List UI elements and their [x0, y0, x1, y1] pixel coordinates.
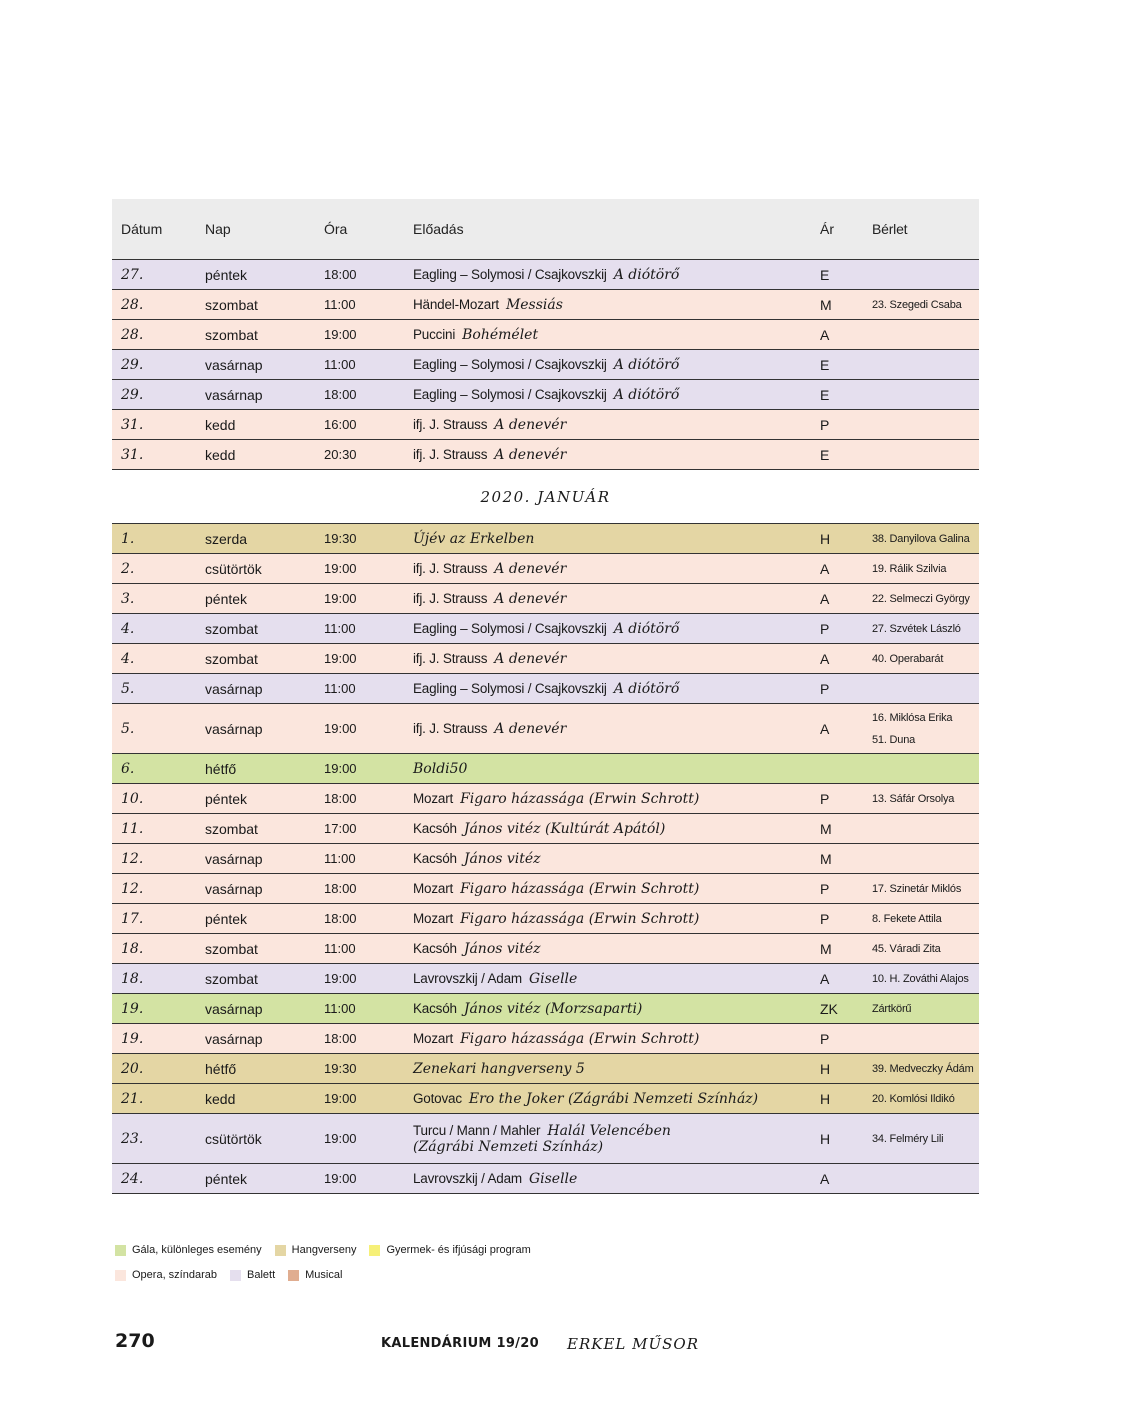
table-row	[112, 844, 979, 874]
show-title: A denevér	[494, 447, 567, 463]
composer-name: ifj. J. Strauss	[413, 417, 488, 432]
show-title: János vitéz (Morzsaparti)	[463, 1001, 643, 1017]
legend-label: Musical	[305, 1269, 343, 1281]
date-cell: 12.	[121, 880, 144, 897]
show-title: A diótörő	[613, 621, 680, 637]
show-cell	[413, 680, 820, 697]
date-cell: 31.	[121, 446, 144, 463]
subscription-entry: 23. Szegedi Csaba	[872, 298, 962, 311]
subscription-cell	[857, 998, 979, 1020]
show-title: A diótörő	[613, 681, 680, 697]
date-cell: 19.	[121, 1030, 144, 1047]
date-cell: 21.	[121, 1090, 144, 1107]
time-cell: 18:00	[324, 267, 357, 282]
show-cell	[413, 820, 820, 837]
composer-name: Eagling – Solymosi / Csajkovszkij	[413, 681, 607, 696]
date-cell: 18.	[121, 970, 144, 987]
show-cell	[413, 1122, 820, 1155]
show-cell	[413, 416, 820, 433]
show-title: Boldi50	[413, 761, 468, 777]
time-cell: 11:00	[324, 851, 356, 866]
time-cell: 19:00	[324, 1171, 357, 1186]
show-cell	[413, 590, 820, 607]
show-cell	[413, 356, 820, 373]
subscription-cell	[857, 648, 979, 670]
subscription-entry: 19. Rálik Szilvia	[872, 562, 947, 575]
legend-label: Hangverseny	[291, 1244, 357, 1256]
price-cell: M	[820, 820, 832, 837]
header-show: Előadás	[413, 221, 464, 237]
subscription-cell	[857, 528, 979, 550]
day-cell: csütörtök	[205, 560, 262, 577]
composer-name: Lavrovszkij / Adam	[413, 1171, 522, 1186]
table-header	[112, 199, 979, 259]
price-cell: ZK	[820, 1000, 838, 1017]
legend-item	[230, 1269, 275, 1281]
subscription-entry: 13. Sáfár Orsolya	[872, 792, 955, 805]
price-cell: E	[820, 266, 830, 283]
subscription-entry: 16. Miklósa Erika	[872, 711, 953, 724]
month-heading: 2020. JANUÁR	[480, 487, 611, 506]
price-cell: P	[820, 416, 830, 433]
price-cell: A	[820, 326, 830, 343]
table-row	[112, 1114, 979, 1164]
subscription-entry: 38. Danyilova Galina	[872, 532, 970, 545]
subscription-cell	[857, 1058, 979, 1080]
date-cell: 29.	[121, 386, 144, 403]
date-cell: 23.	[121, 1130, 144, 1147]
date-cell: 18.	[121, 940, 144, 957]
date-cell: 2.	[121, 560, 135, 577]
subscription-cell	[857, 788, 979, 810]
table-row	[112, 523, 979, 554]
subscription-entry: 8. Fekete Attila	[872, 912, 942, 925]
subscription-entry: 20. Komlósi Ildikó	[872, 1092, 955, 1105]
show-title: Giselle	[528, 971, 578, 987]
price-cell: P	[820, 790, 830, 807]
show-title: Giselle	[528, 1171, 578, 1187]
show-title: A diótörő	[613, 267, 680, 283]
day-cell: vasárnap	[205, 880, 263, 897]
show-cell	[413, 1090, 820, 1107]
price-cell: H	[820, 530, 831, 547]
time-cell: 16:00	[324, 417, 357, 432]
table-row	[112, 874, 979, 904]
show-cell	[413, 970, 820, 987]
day-cell: kedd	[205, 1090, 236, 1107]
time-cell: 19:00	[324, 561, 357, 576]
show-title: János vitéz	[463, 941, 541, 957]
show-cell	[413, 910, 820, 927]
table-row	[112, 554, 979, 584]
show-title-continued: (Zágrábi Nemzeti Színház)	[413, 1139, 604, 1155]
show-cell	[413, 1000, 820, 1017]
composer-name: Eagling – Solymosi / Csajkovszkij	[413, 267, 607, 282]
legend-swatch	[288, 1270, 299, 1281]
schedule-page	[112, 199, 979, 1194]
day-cell: péntek	[205, 266, 248, 283]
header-subscription: Bérlet	[872, 221, 908, 237]
day-cell: kedd	[205, 416, 236, 433]
time-cell: 19:00	[324, 591, 357, 606]
show-title: Újév az Erkelben	[413, 531, 535, 547]
subscription-entry: 10. H. Zováthi Alajos	[872, 972, 969, 985]
legend-swatch	[115, 1270, 126, 1281]
time-cell: 11:00	[324, 941, 356, 956]
time-cell: 11:00	[324, 357, 356, 372]
time-cell: 11:00	[324, 681, 356, 696]
date-cell: 4.	[121, 620, 135, 637]
table-row	[112, 904, 979, 934]
day-cell: hétfő	[205, 1060, 237, 1077]
page-footer	[0, 1330, 1123, 1360]
day-cell: szombat	[205, 970, 258, 987]
show-title: Figaro házassága (Erwin Schrott)	[460, 791, 700, 807]
day-cell: vasárnap	[205, 386, 263, 403]
table-row	[112, 290, 979, 320]
table-row	[112, 1164, 979, 1194]
composer-name: Händel-Mozart	[413, 297, 499, 312]
time-cell: 11:00	[324, 621, 356, 636]
composer-name: ifj. J. Strauss	[413, 561, 488, 576]
time-cell: 19:00	[324, 1091, 357, 1106]
show-cell	[413, 880, 820, 897]
show-title: Bohémélet	[462, 327, 539, 343]
composer-name: Eagling – Solymosi / Csajkovszkij	[413, 621, 607, 636]
legend-item	[369, 1244, 530, 1256]
date-cell: 27.	[121, 266, 144, 283]
legend-item	[275, 1244, 357, 1256]
legend-row	[115, 1243, 544, 1257]
price-cell: A	[820, 970, 830, 987]
show-title: Figaro házassága (Erwin Schrott)	[460, 881, 700, 897]
time-cell: 18:00	[324, 387, 357, 402]
subscription-cell	[857, 908, 979, 930]
legend-item	[115, 1244, 262, 1256]
legend-swatch	[275, 1245, 286, 1256]
day-cell: csütörtök	[205, 1130, 262, 1147]
composer-name: Kacsóh	[413, 1001, 457, 1016]
time-cell: 19:00	[324, 327, 357, 342]
show-title: Zenekari hangverseny 5	[413, 1061, 585, 1077]
show-title: János vitéz (Kultúrát Apától)	[463, 821, 666, 837]
composer-name: ifj. J. Strauss	[413, 721, 488, 736]
price-cell: M	[820, 296, 832, 313]
show-cell	[413, 386, 820, 403]
composer-name: ifj. J. Strauss	[413, 447, 488, 462]
time-cell: 19:30	[324, 531, 357, 546]
day-cell: vasárnap	[205, 1030, 263, 1047]
show-cell	[413, 620, 820, 637]
show-cell	[413, 1060, 820, 1077]
date-cell: 5.	[121, 680, 135, 697]
composer-name: ifj. J. Strauss	[413, 591, 488, 606]
show-title: A denevér	[494, 721, 567, 737]
composer-name: Mozart	[413, 911, 454, 926]
price-cell: M	[820, 850, 832, 867]
day-cell: szombat	[205, 326, 258, 343]
table-row	[112, 410, 979, 440]
show-title: Halál Velencében	[547, 1123, 671, 1139]
show-title: Ero the Joker (Zágrábi Nemzeti Színház)	[468, 1091, 759, 1107]
legend-swatch	[115, 1245, 126, 1256]
day-cell: vasárnap	[205, 850, 263, 867]
time-cell: 19:00	[324, 721, 357, 736]
table-row	[112, 644, 979, 674]
date-cell: 10.	[121, 790, 144, 807]
show-cell	[413, 530, 820, 547]
date-cell: 6.	[121, 760, 135, 777]
composer-name: Turcu / Mann / Mahler	[413, 1123, 541, 1138]
table-row	[112, 1024, 979, 1054]
legend-swatch	[230, 1270, 241, 1281]
table-row	[112, 259, 979, 290]
day-cell: péntek	[205, 590, 248, 607]
day-cell: vasárnap	[205, 356, 263, 373]
table-row	[112, 934, 979, 964]
table-row	[112, 784, 979, 814]
table-row	[112, 704, 979, 754]
composer-name: Mozart	[413, 1031, 454, 1046]
legend-label: Balett	[247, 1269, 276, 1281]
show-title: A diótörő	[613, 387, 680, 403]
price-cell: H	[820, 1130, 831, 1147]
show-title: A diótörő	[613, 357, 680, 373]
time-cell: 11:00	[324, 297, 356, 312]
legend-row	[115, 1268, 544, 1282]
subscription-cell	[857, 968, 979, 990]
date-cell: 1.	[121, 530, 135, 547]
date-cell: 12.	[121, 850, 144, 867]
date-cell: 31.	[121, 416, 144, 433]
subscription-cell	[857, 707, 979, 751]
date-cell: 19.	[121, 1000, 144, 1017]
header-day: Nap	[205, 221, 231, 237]
day-cell: vasárnap	[205, 720, 263, 737]
day-cell: hétfő	[205, 760, 237, 777]
legend-label: Opera, színdarab	[132, 1269, 217, 1281]
subscription-entry: 17. Szinetár Miklós	[872, 882, 962, 895]
subscription-entry: 45. Váradi Zita	[872, 942, 941, 955]
day-cell: szerda	[205, 530, 248, 547]
composer-name: Gotovac	[413, 1091, 462, 1106]
price-cell: P	[820, 680, 830, 697]
subscription-cell	[857, 588, 979, 610]
show-cell	[413, 1170, 820, 1187]
price-cell: P	[820, 620, 830, 637]
date-cell: 11.	[121, 820, 144, 837]
date-cell: 3.	[121, 590, 135, 607]
time-cell: 19:00	[324, 761, 357, 776]
show-cell	[413, 760, 820, 777]
time-cell: 18:00	[324, 1031, 357, 1046]
composer-name: Eagling – Solymosi / Csajkovszkij	[413, 357, 607, 372]
composer-name: Eagling – Solymosi / Csajkovszkij	[413, 387, 607, 402]
show-title: A denevér	[494, 651, 567, 667]
composer-name: Kacsóh	[413, 851, 457, 866]
legend-item	[288, 1269, 342, 1281]
show-title: Messiás	[505, 297, 563, 313]
subscription-cell	[857, 294, 979, 316]
table-row	[112, 380, 979, 410]
composer-name: Kacsóh	[413, 941, 457, 956]
legend-swatch	[369, 1245, 380, 1256]
show-cell	[413, 790, 820, 807]
day-cell: vasárnap	[205, 680, 263, 697]
header-time: Óra	[324, 221, 348, 237]
time-cell: 18:00	[324, 911, 357, 926]
day-cell: szombat	[205, 620, 258, 637]
composer-name: Lavrovszkij / Adam	[413, 971, 522, 986]
show-title: A denevér	[494, 417, 567, 433]
subscription-entry: 27. Szvétek László	[872, 622, 961, 635]
legend-item	[115, 1269, 217, 1281]
show-cell	[413, 446, 820, 463]
price-cell: A	[820, 590, 830, 607]
table-row	[112, 964, 979, 994]
subscription-cell	[857, 1128, 979, 1150]
subscription-cell	[857, 618, 979, 640]
show-title: A denevér	[494, 591, 567, 607]
table-row	[112, 584, 979, 614]
time-cell: 17:00	[324, 821, 357, 836]
composer-name: Mozart	[413, 791, 454, 806]
subscription-entry: 34. Felméry Lili	[872, 1132, 944, 1145]
legend-label: Gyermek- és ifjúsági program	[386, 1244, 531, 1256]
time-cell: 19:00	[324, 1131, 357, 1146]
december-table	[112, 259, 979, 470]
date-cell: 24.	[121, 1170, 144, 1187]
show-title: János vitéz	[463, 851, 541, 867]
price-cell: E	[820, 356, 830, 373]
table-row	[112, 674, 979, 704]
subscription-cell	[857, 938, 979, 960]
price-cell: A	[820, 560, 830, 577]
show-cell	[413, 326, 820, 343]
price-cell: P	[820, 1030, 830, 1047]
price-cell: P	[820, 910, 830, 927]
header-date: Dátum	[121, 221, 163, 237]
header-price: Ár	[820, 221, 834, 237]
subscription-entry: 39. Medveczky Ádám	[872, 1062, 974, 1075]
time-cell: 18:00	[324, 881, 357, 896]
show-cell	[413, 720, 820, 737]
price-cell: H	[820, 1090, 831, 1107]
table-row	[112, 1084, 979, 1114]
day-cell: péntek	[205, 1170, 248, 1187]
date-cell: 28.	[121, 326, 144, 343]
date-cell: 5.	[121, 720, 135, 737]
table-row	[112, 814, 979, 844]
table-row	[112, 440, 979, 470]
show-title: A denevér	[494, 561, 567, 577]
show-cell	[413, 560, 820, 577]
composer-name: Kacsóh	[413, 821, 457, 836]
time-cell: 19:00	[324, 971, 357, 986]
price-cell: A	[820, 720, 830, 737]
price-cell: A	[820, 650, 830, 667]
composer-name: ifj. J. Strauss	[413, 651, 488, 666]
day-cell: kedd	[205, 446, 236, 463]
price-cell: E	[820, 386, 830, 403]
show-title: Figaro házassága (Erwin Schrott)	[460, 911, 700, 927]
subscription-cell	[857, 558, 979, 580]
table-row	[112, 994, 979, 1024]
table-row	[112, 350, 979, 380]
table-row	[112, 320, 979, 350]
composer-name: Puccini	[413, 327, 456, 342]
day-cell: szombat	[205, 820, 258, 837]
time-cell: 19:00	[324, 651, 357, 666]
subscription-cell	[857, 878, 979, 900]
show-cell	[413, 1030, 820, 1047]
legend-label: Gála, különleges esemény	[132, 1244, 262, 1256]
table-row	[112, 614, 979, 644]
subscription-entry: Zártkörű	[872, 1002, 912, 1015]
subscription-entry: 51. Duna	[872, 733, 916, 746]
day-cell: szombat	[205, 296, 258, 313]
day-cell: péntek	[205, 790, 248, 807]
time-cell: 11:00	[324, 1001, 356, 1016]
date-cell: 29.	[121, 356, 144, 373]
show-cell	[413, 266, 820, 283]
price-cell: P	[820, 880, 830, 897]
date-cell: 4.	[121, 650, 135, 667]
show-title: Figaro házassága (Erwin Schrott)	[460, 1031, 700, 1047]
time-cell: 20:30	[324, 447, 357, 462]
price-cell: H	[820, 1060, 831, 1077]
page-number: 270	[115, 1330, 155, 1352]
show-cell	[413, 650, 820, 667]
day-cell: szombat	[205, 650, 258, 667]
day-cell: péntek	[205, 910, 248, 927]
time-cell: 18:00	[324, 791, 357, 806]
show-cell	[413, 296, 820, 313]
price-cell: E	[820, 446, 830, 463]
january-table	[112, 523, 979, 1194]
price-cell: M	[820, 940, 832, 957]
show-cell	[413, 940, 820, 957]
subscription-entry: 22. Selmeczi György	[872, 592, 970, 605]
table-row	[112, 754, 979, 784]
section-title: ERKEL MŰSOR	[567, 1335, 699, 1353]
composer-name: Mozart	[413, 881, 454, 896]
show-cell	[413, 850, 820, 867]
price-cell: A	[820, 1170, 830, 1187]
time-cell: 19:30	[324, 1061, 357, 1076]
day-cell: szombat	[205, 940, 258, 957]
day-cell: vasárnap	[205, 1000, 263, 1017]
color-legend	[115, 1243, 544, 1293]
table-row	[112, 1054, 979, 1084]
subscription-cell	[857, 1088, 979, 1110]
date-cell: 28.	[121, 296, 144, 313]
publication-title: KALENDÁRIUM 19/20	[381, 1336, 539, 1351]
subscription-entry: 40. Operabarát	[872, 652, 944, 665]
date-cell: 20.	[121, 1060, 144, 1077]
date-cell: 17.	[121, 910, 144, 927]
